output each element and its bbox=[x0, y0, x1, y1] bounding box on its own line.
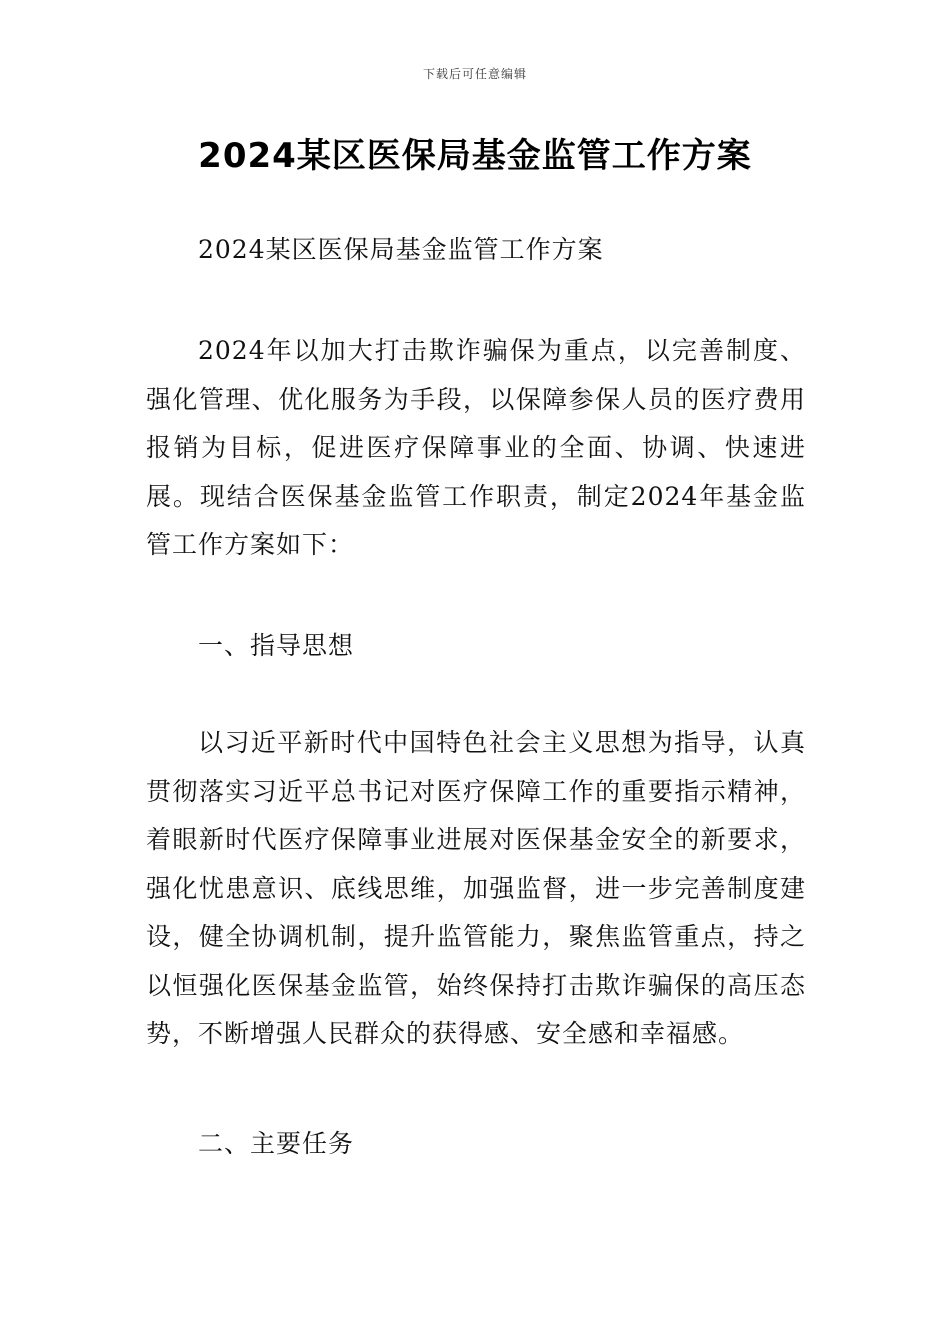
section-heading-main-tasks: 二、主要任务 bbox=[198, 1129, 355, 1158]
guiding-thought-paragraph: 以习近平新时代中国特色社会主义思想为指导，认真贯彻落实习近平总书记对医疗保障工作的重要指示精神，着眼新时代医疗保障事业进展对医保基金安全的新要求，强化忧患意识、底线思维，加强监督，进一步完善制度建设，健全协调机制，提升监管能力，聚焦监管重点，持之以恒强化医保基金监管，始终保持打击欺诈骗保的高压态势，不断增强人民群众的获得感、安全感和幸福感。 bbox=[146, 728, 806, 1048]
document-title: 2024某区医保局基金监管工作方案 bbox=[198, 136, 752, 176]
header-note: 下载后可任意编辑 bbox=[422, 67, 527, 81]
document-subtitle: 2024某区医保局基金监管工作方案 bbox=[198, 235, 604, 264]
intro-paragraph: 2024年以加大打击欺诈骗保为重点，以完善制度、强化管理、优化服务为手段，以保障参保人员的医疗费用报销为目标，促进医疗保障事业的全面、协调、快速进展。现结合医保基金监管工作职责，制定2024年基金监管工作方案如下： bbox=[146, 336, 806, 559]
section-heading-guiding-thought: 一、指导思想 bbox=[198, 631, 355, 660]
